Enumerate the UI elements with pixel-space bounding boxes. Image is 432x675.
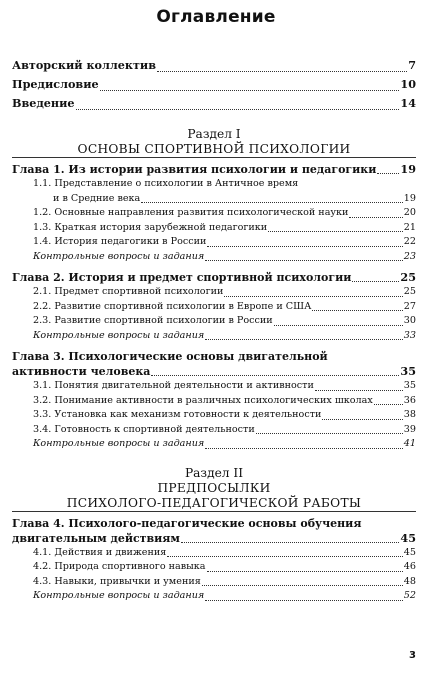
subsection-entry[interactable] [12, 546, 416, 561]
subsection-entry-label: 2.1. Предмет спортивной психологии [33, 286, 224, 297]
subsection-entry-page: 48 [403, 575, 416, 587]
subsection-entry-page: 25 [403, 286, 416, 297]
control-questions-entry-page: 33 [403, 329, 416, 341]
dot-leader [151, 375, 399, 376]
dot-leader [377, 173, 399, 174]
subsection-entry-page: 22 [403, 236, 416, 247]
subsection-entry-label: 4.3. Навыки, привычки и умения [33, 575, 201, 587]
subsection-entry[interactable] [12, 379, 416, 394]
subsection-entry-label: 1.2. Основные направления развития психологической науки [33, 207, 349, 218]
chapter-entry-page: 19 [400, 162, 416, 176]
dot-leader [207, 246, 402, 247]
control-questions-entry-page: 41 [403, 438, 416, 449]
toc-front-entry[interactable] [12, 56, 416, 75]
dot-leader [224, 296, 402, 297]
subsection-entry-label: 2.2. Развитие спортивной психологии в Европе и США [33, 300, 312, 312]
subsection-entry[interactable] [12, 221, 416, 236]
toc-front-entry[interactable] [12, 94, 416, 113]
chapter-title-line[interactable]: Глава 4. Психолого-педагогические основы обучения [12, 516, 362, 530]
dot-leader [322, 419, 402, 420]
dot-leader [374, 404, 403, 405]
section-number: Раздел II [184, 465, 244, 480]
subsection-entry[interactable] [12, 300, 416, 315]
control-questions-entry-page: 23 [403, 250, 416, 262]
dot-leader [141, 202, 403, 203]
dot-leader [256, 433, 403, 434]
chapter-entry-label: двигательным действиям [12, 531, 180, 545]
section-title: ПРЕДПОСЫЛКИ [157, 480, 271, 495]
dot-leader [207, 571, 403, 572]
subsection-entry-page: 19 [403, 192, 416, 204]
chapter-entry-page: 25 [400, 270, 416, 284]
subsection-entry-label: 3.2. Понимание активности в различных психологических школах [33, 394, 373, 406]
toc-front-entry-page: 7 [408, 58, 416, 72]
subsection-entry-page: 38 [403, 409, 416, 420]
subsection-entry[interactable] [12, 423, 416, 438]
section-title: ПСИХОЛОГО-ПЕДАГОГИЧЕСКОЙ РАБОТЫ [12, 496, 416, 512]
subsection-entry-label: 4.1. Действия и движения [33, 546, 167, 558]
chapter-entry-page: 35 [400, 364, 416, 378]
dot-leader [205, 339, 403, 340]
dot-leader [167, 556, 402, 557]
dot-leader [205, 600, 403, 601]
page-title: Оглавление [156, 7, 276, 27]
dot-leader [100, 90, 400, 91]
control-questions-entry[interactable] [12, 437, 416, 452]
dot-leader [76, 109, 400, 110]
chapter-entry-page: 45 [400, 530, 416, 545]
subsection-entry-page: 46 [403, 561, 416, 572]
dot-leader [312, 310, 402, 311]
section-title: ОСНОВЫ СПОРТИВНОЙ ПСИХОЛОГИИ [12, 142, 416, 158]
control-questions-entry-label: Контрольные вопросы и задания [33, 250, 205, 262]
toc-front-entry-page: 14 [400, 96, 416, 110]
dot-leader [205, 448, 403, 449]
dot-leader [349, 217, 402, 218]
subsection-entry[interactable] [12, 314, 416, 329]
dot-leader [205, 260, 403, 261]
subsection-entry-page: 36 [403, 394, 416, 406]
chapter-entry-label: Глава 1. Из истории развития психологии и педагогики [12, 163, 377, 176]
toc-front-entry-label: Предисловие [12, 77, 99, 91]
control-questions-entry-label: Контрольные вопросы и задания [33, 590, 205, 601]
subsection-entry-label: 3.3. Установка как механизм готовности к деятельности [33, 409, 322, 420]
control-questions-entry[interactable] [12, 250, 416, 265]
toc-front-entry-label: Авторский коллектив [12, 58, 157, 72]
subsection-entry-page: 35 [403, 380, 416, 391]
control-questions-entry-label: Контрольные вопросы и задания [33, 438, 205, 449]
chapter-entry[interactable] [12, 364, 416, 379]
subsection-entry[interactable] [12, 235, 416, 250]
control-questions-entry-label: Контрольные вопросы и задания [33, 329, 205, 341]
toc-front-entry-label: Введение [12, 96, 75, 110]
chapter-entry-label: активности человека [12, 365, 151, 378]
subsection-entry-label: 2.3. Развитие спортивной психологии в России [33, 315, 273, 326]
chapter-title-line[interactable]: Глава 3. Психологические основы двигательной [12, 350, 328, 363]
dot-leader [274, 325, 403, 326]
control-questions-entry[interactable] [12, 329, 416, 344]
subsection-entry-page: 30 [403, 315, 416, 326]
toc-front-entry-page: 10 [400, 77, 416, 91]
subsection-entry[interactable] [12, 575, 416, 590]
control-questions-entry[interactable] [12, 589, 416, 604]
subsection-entry-page: 27 [403, 300, 416, 312]
subsection-entry-label: 3.1. Понятия двигательной деятельности и активности [33, 380, 314, 391]
subsection-entry[interactable] [12, 394, 416, 409]
dot-leader [202, 585, 403, 586]
chapter-entry[interactable] [12, 531, 416, 546]
toc-front-entry[interactable] [12, 75, 416, 94]
subsection-entry-label: 1.3. Краткая история зарубежной педагогики [33, 221, 268, 233]
subsection-entry[interactable] [12, 560, 416, 575]
section-number: Раздел I [187, 127, 241, 141]
page-number: 3 [409, 650, 416, 661]
subsection-entry[interactable] [12, 408, 416, 423]
subsection-entry-label: и в Средние века [53, 192, 141, 204]
subsection-entry[interactable] [12, 192, 416, 207]
chapter-entry-label: Глава 2. История и предмет спортивной психологии [12, 271, 352, 284]
dot-leader [315, 390, 403, 391]
dot-leader [157, 71, 407, 72]
subsection-title-line[interactable]: 1.1. Представление о психологии в Античное время [33, 178, 299, 189]
subsection-entry-page: 21 [403, 221, 416, 233]
dot-leader [181, 542, 399, 543]
dot-leader [268, 231, 403, 232]
subsection-entry-label: 3.4. Готовность к спортивной деятельности [33, 423, 255, 435]
subsection-entry-page: 45 [403, 546, 416, 558]
chapter-entry[interactable] [12, 270, 416, 285]
subsection-entry-label: 1.4. История педагогики в России [33, 236, 207, 247]
subsection-entry-page: 20 [403, 207, 416, 218]
control-questions-entry-page: 52 [403, 590, 416, 601]
chapter-entry[interactable] [12, 162, 416, 177]
subsection-entry[interactable] [12, 206, 416, 221]
subsection-entry-label: 4.2. Природа спортивного навыка [33, 561, 206, 572]
table-of-contents [12, 56, 416, 604]
subsection-entry-page: 39 [403, 423, 416, 435]
dot-leader [352, 281, 399, 282]
subsection-entry[interactable] [12, 285, 416, 300]
